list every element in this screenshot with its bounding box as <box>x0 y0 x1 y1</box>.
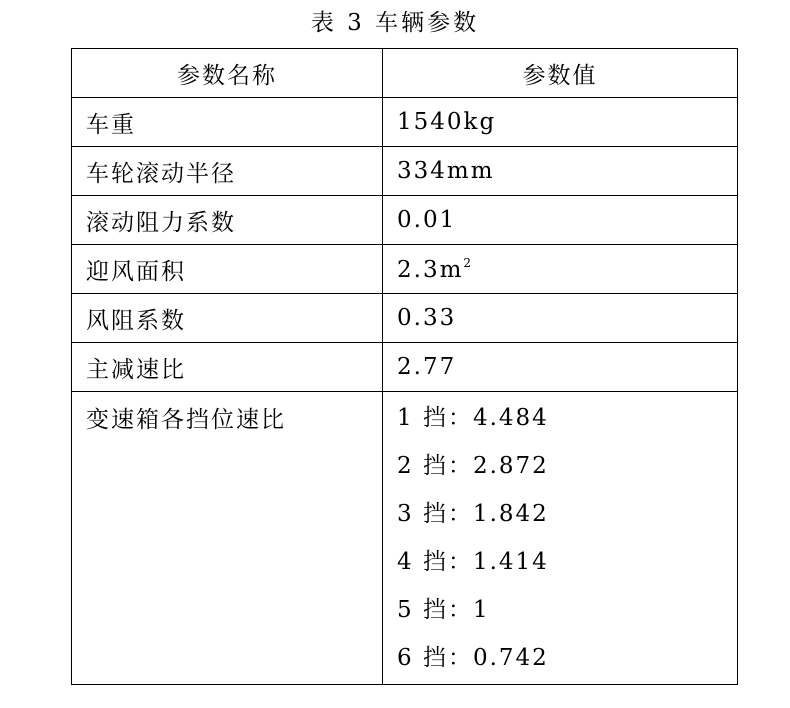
vehicle-parameters-table <box>71 48 738 685</box>
gear-ratio-line: 6 挡：0.742 <box>397 645 549 671</box>
parameter-value-cell <box>383 245 738 294</box>
gear-ratio-line: 1 挡：4.484 <box>397 405 549 431</box>
table-row <box>72 294 738 343</box>
table-row <box>72 147 738 196</box>
gear-ratio-line: 5 挡：1 <box>397 597 490 623</box>
parameter-name-cell: 变速箱各挡位速比 <box>72 392 383 685</box>
gear-ratio-list <box>397 392 737 684</box>
parameter-value-cell: 334mm <box>383 147 738 196</box>
parameter-name-cell: 车重 <box>72 98 383 147</box>
table-row-gear-ratios <box>72 392 738 685</box>
gear-ratio-line: 4 挡：1.414 <box>397 549 549 575</box>
parameter-value-cell: 0.33 <box>383 294 738 343</box>
frontal-area-value: 2.3m <box>397 256 464 283</box>
gear-ratio-line: 3 挡：1.842 <box>397 501 549 527</box>
parameter-name-cell: 风阻系数 <box>72 294 383 343</box>
header-parameter-value: 参数值 <box>383 49 738 98</box>
parameter-name-cell: 迎风面积 <box>72 245 383 294</box>
table-header-row <box>72 49 738 98</box>
gear-ratio-line: 2 挡：2.872 <box>397 453 549 479</box>
header-parameter-name: 参数名称 <box>72 49 383 98</box>
unit-superscript: 2 <box>463 255 472 270</box>
table-row <box>72 196 738 245</box>
table-row <box>72 98 738 147</box>
table-row <box>72 245 738 294</box>
parameter-value-cell: 1540kg <box>383 98 738 147</box>
table-row <box>72 343 738 392</box>
parameter-value-cell: 2.77 <box>383 343 738 392</box>
parameter-value-cell: 0.01 <box>383 196 738 245</box>
parameter-name-cell: 滚动阻力系数 <box>72 196 383 245</box>
gear-ratio-values-cell <box>383 392 738 685</box>
table-caption: 表 3 车辆参数 <box>310 10 480 36</box>
parameter-name-cell: 车轮滚动半径 <box>72 147 383 196</box>
parameter-name-cell: 主减速比 <box>72 343 383 392</box>
